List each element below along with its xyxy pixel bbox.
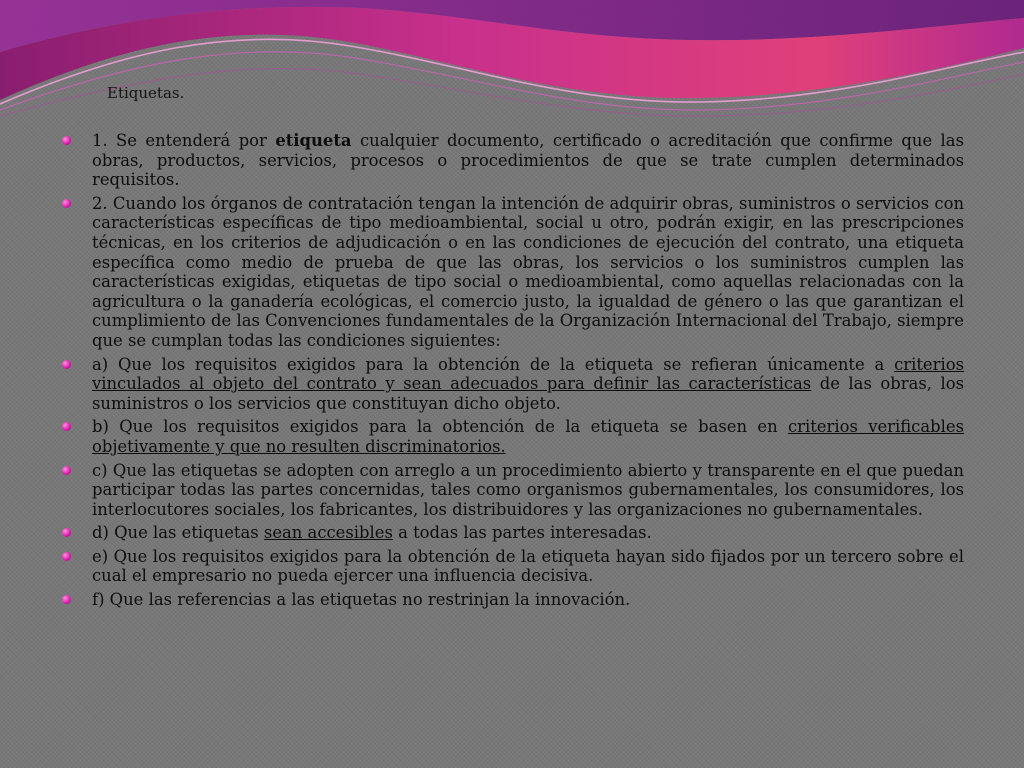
list-item: 2. Cuando los órganos de contratación tengan la intención de adquirir obras, suministros o servicios con características específicas de tipo medioambiental, social u otro, podrán exigir, en las prescripciones técnicas, en los criterios de adjudicación o en las condiciones de ejecución del contrato, una etiqueta específica como medio de prueba de que las obras, los servicios o los suministros cumplen las características exigidas, etiquetas de tipo social o medioambiental, como aquellas relacionadas con la agricultura o la ganadería ecológicas, el comercio justo, la igualdad de género o las que garantizan el cumplimiento de las Convenciones fundamentales de la Organización Internacional del Trabajo, siempre que se cumplan todas las condiciones siguientes:	[60, 194, 964, 351]
list-item: f) Que las referencias a las etiquetas no restrinjan la innovación.	[60, 590, 964, 610]
bullet-icon	[62, 136, 71, 145]
bullet-icon	[62, 466, 71, 475]
bullet-icon	[62, 422, 71, 431]
bullet-icon	[62, 528, 71, 537]
list-item: a) Que los requisitos exigidos para la obtención de la etiqueta se refieran únicamente a criterios vinculados al objeto del contrato y sean adecuados para definir las características de las obras, los suministros o los servicios que constituyan dicho objeto.	[60, 355, 964, 414]
list-item: 1. Se entenderá por etiqueta cualquier documento, certificado o acreditación que confirme que las obras, productos, servicios, procesos o procedimientos de que se trate cumplen determinados requisitos.	[60, 131, 964, 190]
bullet-icon	[62, 552, 71, 561]
list-item: c) Que las etiquetas se adopten con arreglo a un procedimiento abierto y transparente en el que puedan participar todas las partes concernidas, tales como organismos gubernamentales, los consumidores, los interlocutores sociales, los fabricantes, los distribuidores y las organizaciones no gubernamentales.	[60, 461, 964, 520]
bold-term: etiqueta	[275, 131, 352, 150]
bullet-icon	[62, 360, 71, 369]
underlined-text: criterios vinculados al objeto del contrato y sean adecuados para definir las características	[92, 354, 964, 394]
bullet-icon	[62, 595, 71, 604]
slide-title: Etiquetas.	[107, 84, 185, 102]
header-wave-decoration	[0, 0, 1024, 130]
list-item: d) Que las etiquetas sean accesibles a todas las partes interesadas.	[60, 523, 964, 543]
underlined-text: sean accesibles	[263, 523, 393, 543]
underlined-text: criterios verificables objetivamente y que no resulten discriminatorios.	[92, 417, 964, 456]
list-item: e) Que los requisitos exigidos para la obtención de la etiqueta hayan sido fijados por un tercero sobre el cual el empresario no pueda ejercer una influencia decisiva.	[60, 547, 964, 586]
bullet-icon	[62, 199, 71, 208]
list-item: b) Que los requisitos exigidos para la obtención de la etiqueta se basen en criterios verificables objetivamente y que no resulten discriminatorios.	[60, 417, 964, 456]
bullet-list	[60, 131, 964, 614]
